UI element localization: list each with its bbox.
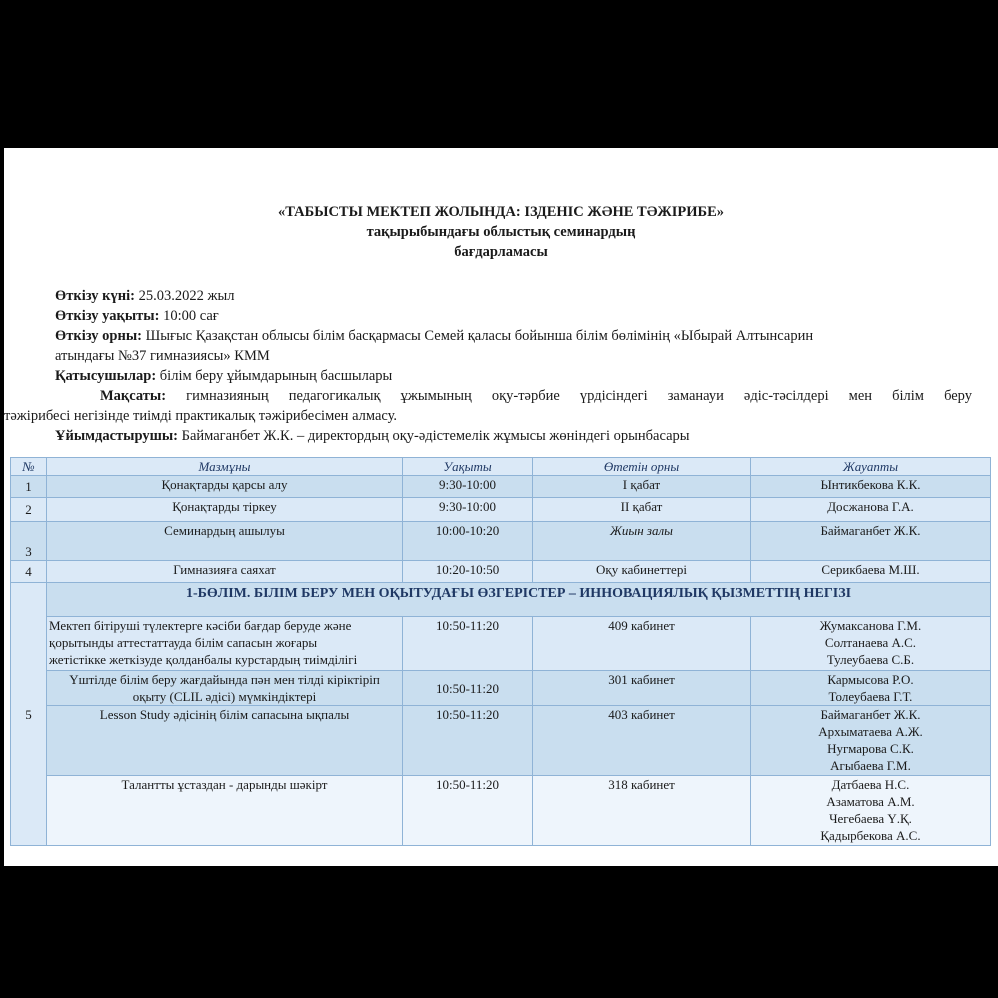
row-place: ІІ қабат: [533, 498, 751, 522]
document-subtitle-2: бағдарламасы: [454, 244, 548, 260]
place-label: Өткізу орны:: [55, 328, 142, 344]
table-row: [11, 561, 991, 583]
table-row: [11, 671, 991, 706]
col-header-content: Мазмұны: [47, 458, 403, 476]
row-responsible: Баймаганбет Ж.К. Архыматаева А.Ж. Нугмарова С.К. Агыбаева Г.М.: [751, 706, 991, 776]
row-time: 10:50-11:20: [403, 706, 533, 776]
participants-label: Қатысушылар:: [55, 368, 157, 384]
document-title: «ТАБЫСТЫ МЕКТЕП ЖОЛЫНДА: ІЗДЕНІС ЖӘНЕ ТӘЖІРИБЕ»: [277, 204, 725, 220]
row-time: 10:50-11:20: [403, 776, 533, 846]
table-row: [11, 617, 991, 671]
table-row: [11, 776, 991, 846]
row-content: Гимназияға саяхат: [47, 561, 403, 583]
col-header-number: №: [11, 458, 47, 476]
row-content: Семинардың ашылуы: [47, 522, 403, 561]
row-place: 403 кабинет: [533, 706, 751, 776]
document-subtitle: тақырыбындағы облыстық семинардың: [366, 224, 636, 240]
date-value: 25.03.2022 жыл: [135, 288, 235, 304]
row-responsible: Досжанова Г.А.: [751, 498, 991, 522]
row-place: Жиын залы: [533, 522, 751, 561]
table-row: [11, 476, 991, 498]
goal-value: гимназияның педагогикалық ұжымының оқу-тәрбие үрдісіндегі заманауи әдіс-тәсілдері мен білім беру: [166, 388, 972, 404]
row-place: Оқу кабинеттері: [533, 561, 751, 583]
document-page: [4, 148, 998, 866]
section-number: 5: [11, 583, 47, 846]
row-responsible: Серикбаева М.Ш.: [751, 561, 991, 583]
row-responsible: Жумаксанова Г.М. Солтанаева А.С. Тулеубаева С.Б.: [751, 617, 991, 671]
row-content: Мектеп бітіруші түлектерге кәсіби бағдар беруде және қорытынды аттестаттауда білім сапасын жоғары жетістікке жеткізуде қолданбалы курстардың тиімділігі: [47, 617, 403, 671]
row-number: 2: [11, 498, 47, 522]
participants-line: [55, 368, 392, 385]
row-responsible: Баймаганбет Ж.К.: [751, 522, 991, 561]
col-header-time: Уақыты: [403, 458, 533, 476]
row-time: 9:30-10:00: [403, 476, 533, 498]
col-header-place: Өтетін орны: [533, 458, 751, 476]
row-number: 1: [11, 476, 47, 498]
row-responsible: Датбаева Н.С. Азаматова А.М. Чегебаева Ү.Қ. Қадырбекова А.С.: [751, 776, 991, 846]
row-time: 10:20-10:50: [403, 561, 533, 583]
program-table: [10, 457, 991, 846]
table-header-row: [11, 458, 991, 476]
row-time: 10:50-11:20: [403, 617, 533, 671]
place-line: [55, 328, 813, 345]
row-place: 318 кабинет: [533, 776, 751, 846]
row-place: І қабат: [533, 476, 751, 498]
table-row: [11, 498, 991, 522]
goal-line-2: тәжірибесі негізінде тиімді практикалық тәжірибесімен алмасу.: [4, 408, 398, 424]
section-row: [11, 583, 991, 617]
row-content: Үштілде білім беру жағдайында пән мен тілді кіріктіріп оқыту (CLIL әдісі) мүмкіндіктері: [47, 671, 403, 706]
row-place: 409 кабинет: [533, 617, 751, 671]
row-content: Lesson Study әдісінің білім сапасына ықпалы: [47, 706, 403, 776]
time-line: [55, 308, 219, 325]
time-label: Өткізу уақыты:: [55, 308, 160, 324]
section-title: 1-БӨЛІМ. БІЛІМ БЕРУ МЕН ОҚЫТУДАҒЫ ӨЗГЕРІСТЕР – ИННОВАЦИЯЛЫҚ ҚЫЗМЕТТІҢ НЕГІЗІ: [47, 583, 991, 617]
row-number: 3: [11, 522, 47, 561]
row-content: Қонақтарды қарсы алу: [47, 476, 403, 498]
row-content: Қонақтарды тіркеу: [47, 498, 403, 522]
row-time: 9:30-10:00: [403, 498, 533, 522]
organizer-value: Баймаганбет Ж.К. – директордың оқу-әдістемелік жұмысы жөніндегі орынбасары: [178, 428, 690, 444]
row-place: 301 кабинет: [533, 671, 751, 706]
organizer-label: Ұйымдастырушы:: [55, 428, 179, 444]
col-header-responsible: Жауапты: [751, 458, 991, 476]
date-label: Өткізу күні:: [55, 288, 135, 304]
row-time: 10:00-10:20: [403, 522, 533, 561]
row-responsible: Ынтикбекова К.К.: [751, 476, 991, 498]
table-row: [11, 706, 991, 776]
row-number: 4: [11, 561, 47, 583]
row-time: 10:50-11:20: [403, 671, 533, 706]
goal-line: [100, 388, 972, 405]
table-row: [11, 522, 991, 561]
place-value: Шығыс Қазақстан облысы білім басқармасы Семей қаласы бойынша білім бөлімінің «Ыбырай Алтынсарин: [142, 328, 814, 344]
organizer-line: [55, 428, 690, 445]
place-line-2: атындағы №37 гимназиясы» КММ: [55, 348, 270, 364]
time-value: 10:00 сағ: [159, 308, 219, 324]
date-line: [55, 288, 235, 305]
row-responsible: Кармысова Р.О. Толеубаева Г.Т.: [751, 671, 991, 706]
participants-value: білім беру ұйымдарының басшылары: [156, 368, 393, 384]
goal-label: Мақсаты:: [100, 388, 167, 404]
row-content: Талантты ұстаздан - дарынды шәкірт: [47, 776, 403, 846]
